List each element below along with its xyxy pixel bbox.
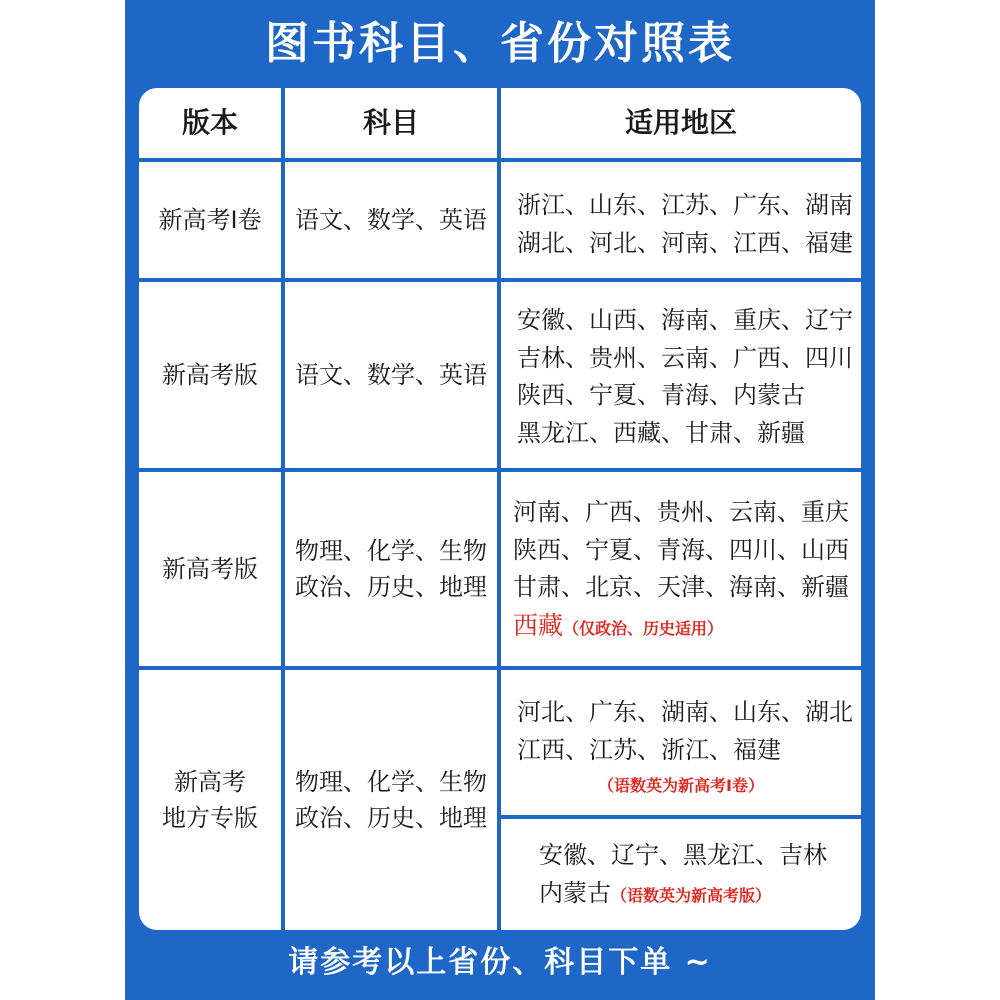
edition-line: 新高考	[174, 768, 246, 796]
region-line: 陕西、宁夏、青海、四川、山西	[513, 535, 849, 564]
subject-cell	[285, 472, 497, 666]
group-a-note: （语数英为新高考Ⅰ卷）	[598, 776, 764, 795]
special-note: （仅政治、历史适用）	[563, 618, 724, 638]
region-line: 河南、广西、贵州、云南、重庆	[513, 498, 849, 526]
subject-cell	[285, 670, 497, 930]
subject-line: 物理、化学、生物	[295, 768, 487, 796]
subject-line: 物理、化学、生物	[295, 537, 487, 565]
subject-line: 政治、历史、地理	[295, 573, 487, 601]
page-title: 图书科目、省份对照表	[265, 18, 735, 69]
region-cell-group-b	[539, 837, 827, 912]
edition-cell: 新高考Ⅰ卷	[158, 206, 262, 234]
footer-instruction: 请参考以上省份、科目下单 ~	[288, 945, 712, 980]
edition-line: 地方专版	[162, 804, 258, 832]
comparison-table	[139, 88, 861, 930]
region-line: 陕西、宁夏、青海、内蒙古	[517, 381, 805, 409]
poster-panel	[125, 0, 875, 1000]
region-line: 湖北、河北、河南、江西、福建	[517, 228, 853, 257]
region-line: 安徽、山西、海南、重庆、辽宁	[517, 306, 853, 334]
header-region: 适用地区	[624, 106, 737, 139]
row-divider	[501, 815, 861, 819]
region-line: 江西、江苏、浙江、福建	[517, 735, 781, 764]
region-cell	[517, 187, 853, 262]
region-line: 安徽、辽宁、黑龙江、吉林	[539, 841, 827, 869]
column-divider	[497, 88, 501, 930]
region-name: 内蒙古	[539, 878, 611, 907]
region-cell-group-a	[517, 694, 853, 769]
region-special-line	[513, 607, 849, 645]
edition-cell	[139, 670, 281, 930]
subject-line: 政治、历史、地理	[295, 804, 487, 832]
subject-cell: 语文、数学、英语	[295, 361, 487, 389]
group-b-note: （语数英为新高考版）	[611, 885, 772, 905]
subject-cell: 语文、数学、英语	[295, 206, 487, 234]
region-line: 河北、广东、湖南、山东、湖北	[517, 698, 853, 726]
edition-cell: 新高考版	[162, 361, 258, 389]
region-line: 甘肃、北京、天津、海南、新疆	[513, 573, 849, 601]
region-line: 黑龙江、西藏、甘肃、新疆	[517, 418, 805, 447]
region-line: 吉林、贵州、云南、广西、四川	[517, 343, 853, 372]
header-edition: 版本	[181, 106, 238, 139]
special-region: 西藏	[513, 610, 564, 640]
region-cell	[517, 302, 853, 452]
edition-cell: 新高考版	[162, 555, 258, 583]
region-cell	[513, 494, 849, 644]
header-subject: 科目	[362, 106, 419, 139]
region-special-line	[539, 875, 827, 913]
region-line: 浙江、山东、江苏、广东、湖南	[517, 191, 853, 219]
